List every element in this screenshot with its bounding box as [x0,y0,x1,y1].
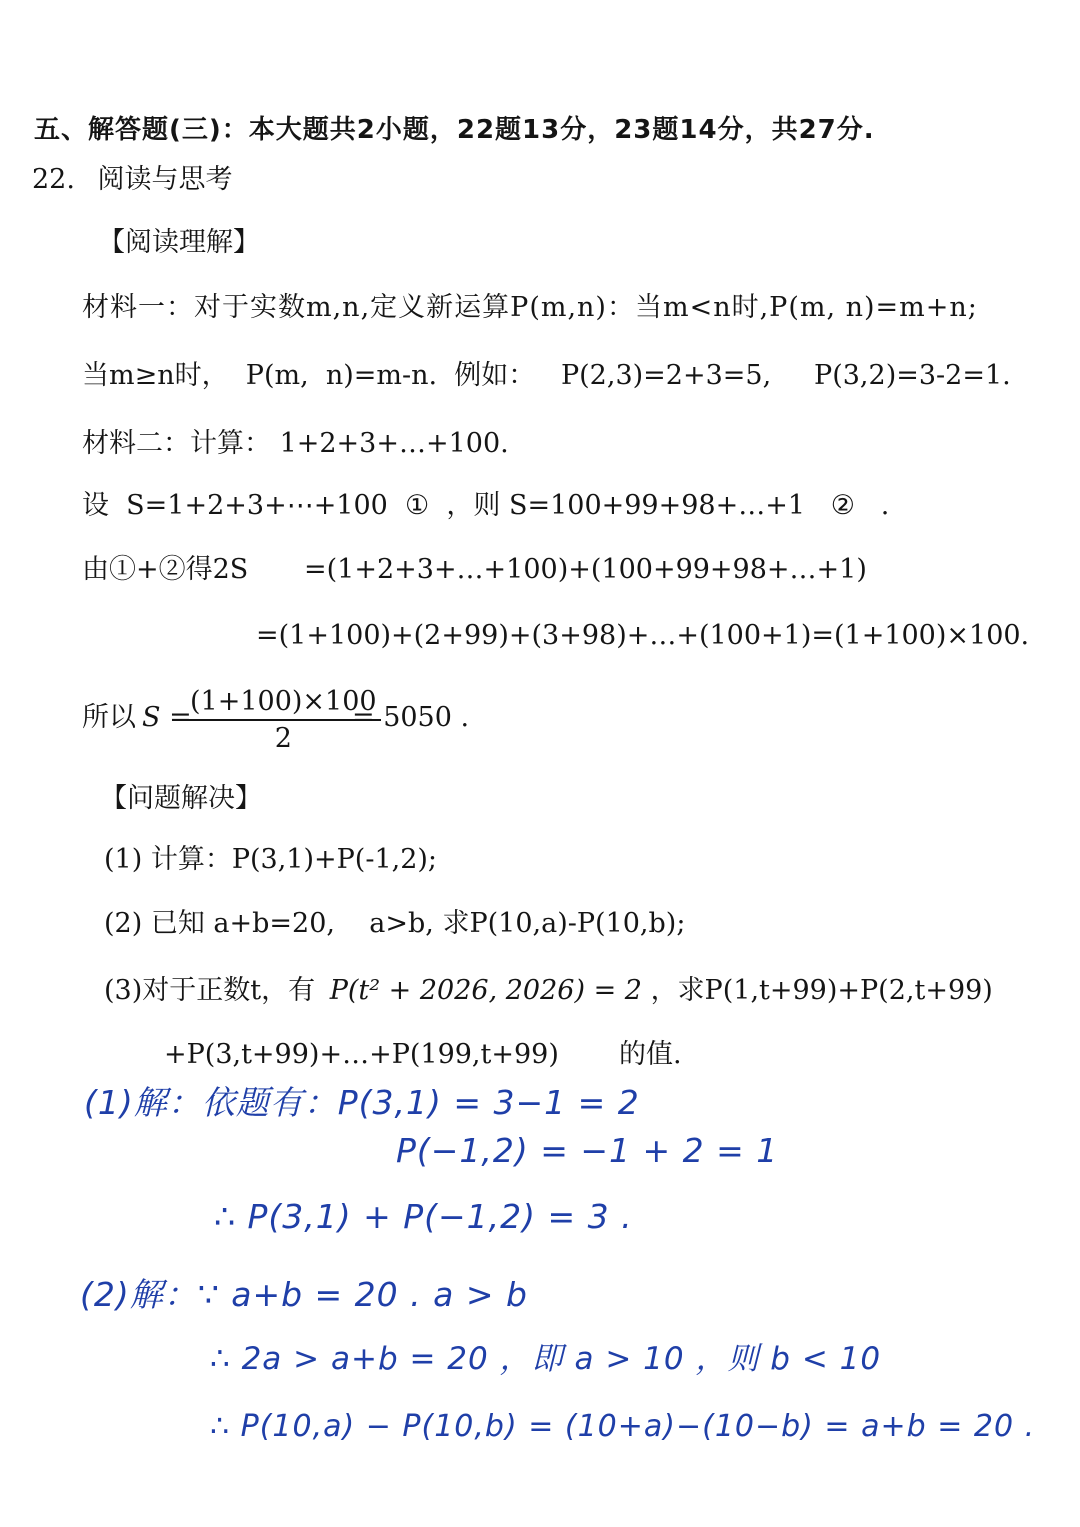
problem-number-and-title [32,166,233,193]
question-3-prefix: (3)对于正数t，有 [104,975,316,1006]
material2-line3-left: 由①+②得2S [82,554,249,585]
material1-line1: 材料一：对于实数m,n,定义新运算P(m,n)：当m<n时,P(m, n)=m+n; [82,292,978,323]
solution2-line3: ∴ P(10,a) − P(10,b) = (10+a)−(10−b) = a+b = 20 . [210,1409,1036,1444]
question-3-suffix: ，求P(1,t+99)+P(2,t+99) [650,975,993,1006]
material2-line2: 设 S=1+2+3+⋯+100 ① ，则 S=100+99+98+…+1 ② . [82,490,890,521]
material2-line5-prefix: 所以 [82,702,136,733]
problem-heading: 【问题解决】 [100,783,262,814]
material2-line5-lhs: S = [142,702,192,733]
reading-heading: 【阅读理解】 [98,227,260,258]
solution1-line2: P(−1,2) = −1 + 2 = 1 [396,1131,779,1170]
question-2: (2) 已知 a+b=20, a>b, 求P(10,a)-P(10,b); [104,908,686,939]
question-3-formula: P(t² + 2026, 2026) = 2 [329,975,642,1006]
solution1-line1: (1)解：依题有：P(3,1) = 3−1 = 2 [84,1083,640,1122]
material1-line2: 当m≥n时， P(m, n)=m-n. 例如： P(2,3)=2+3=5, P(3,2)=3-2=1. [82,360,1011,391]
material2-line4: =(1+100)+(2+99)+(3+98)+…+(100+1)=(1+100)×100. [256,620,1030,651]
problem-number: 22. [32,164,75,195]
question-3 [104,977,993,1004]
solution2-line1: (2)解：∵ a+b = 20 . a > b [80,1275,528,1314]
question-3-line2: +P(3,t+99)+…+P(199,t+99) 的值. [164,1039,682,1070]
sum-fraction-numerator: (1+100)×100 [190,686,377,717]
section-header: 五、解答题(三)：本大题共2小题，22题13分，23题14分，共27分. [34,115,875,145]
material2-line5-rhs: = 5050 . [352,702,470,733]
question-1: (1) 计算：P(3,1)+P(-1,2); [104,844,438,875]
solution2-line2: ∴ 2a > a+b = 20 ，即 a > 10 ，则 b < 10 [210,1341,882,1377]
problem-title: 阅读与思考 [97,164,233,195]
material2-line1: 材料二：计算： 1+2+3+…+100. [82,428,509,459]
sum-fraction-denominator: 2 [274,723,292,754]
solution1-line3: ∴ P(3,1) + P(−1,2) = 3 . [214,1197,633,1236]
material2-line3-right: =(1+2+3+…+100)+(100+99+98+…+1) [304,554,867,585]
